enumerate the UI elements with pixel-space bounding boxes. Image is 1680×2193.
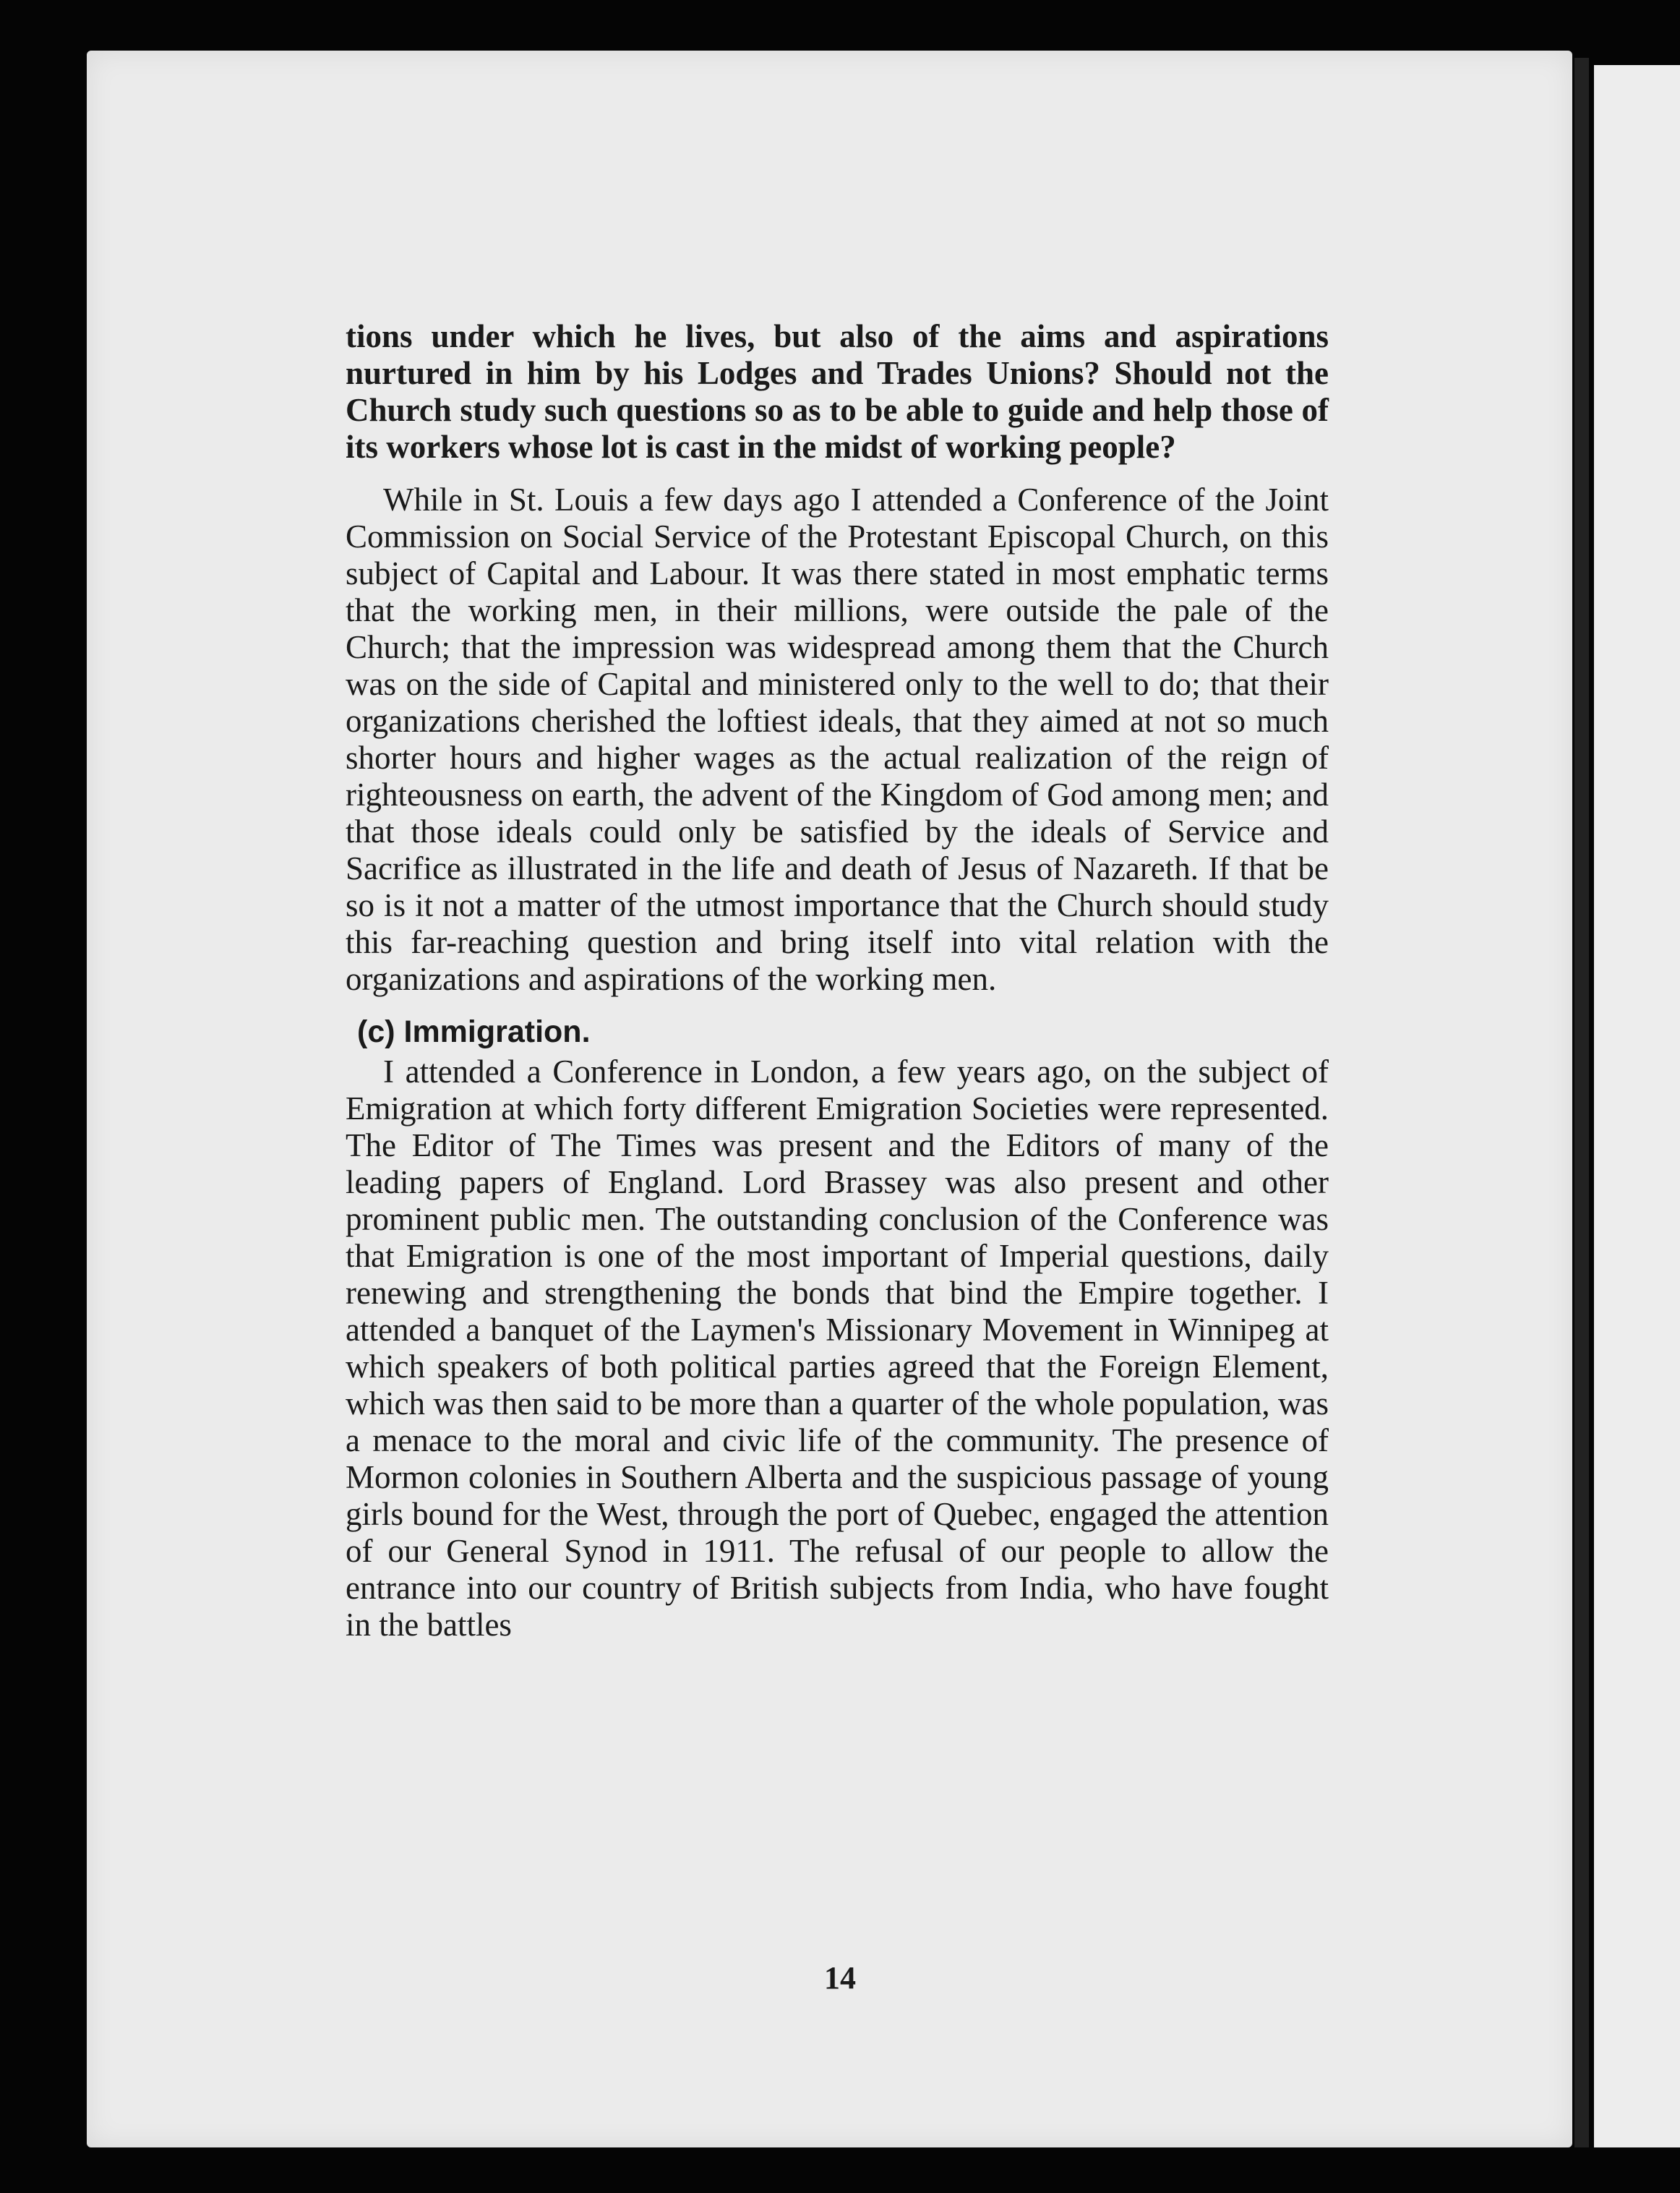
paragraph-capital-labour: While in St. Louis a few days ago I attended a Conference of the Joint Commission on Social Service of the Protestant Episcopal Church, on this subject of Capital and Labour. It was there stated in most emphatic terms that the working men, in their millions, were outside the pale of the Church; that the impression was widespread among them that the Church was on the side of Capital and ministered only to the well to do; that their organizations cherished the loftiest ideals, that they aimed at not so much shorter hours and higher wages as the actual realization of the reign of righteousness on earth, the advent of the Kingdom of God among men; and that those ideals could only be satisfied by the ideals of Service and Sacrifice as illustrated in the life and death of Jesus of Nazareth. If that be so is it not a matter of the utmost importance that the Church should study this far-reaching question and bring itself into vital relation with the organizations and aspirations of the working men. [346, 482, 1329, 997]
adjacent-page-edge [1594, 65, 1680, 2147]
paragraph-immigration: I attended a Conference in London, a few years ago, on the subject of Emigration at which forty different Emigration Societies were represented. The Editor of The Times was present and the Editors of many of the leading papers of England. Lord Brassey was also present and other prominent public men. The outstanding conclusion of the Conference was that Emigration is one of the most important of Imperial questions, daily renewing and strengthening the bonds that bind the Empire together. I attended a banquet of the Laymen's Missionary Movement in Winnipeg at which speakers of both political parties agreed that the Foreign Element, which was then said to be more than a quarter of the whole population, was a menace to the moral and civic life of the community. The presence of Mormon colonies in Southern Alberta and the suspicious passage of young girls bound for the West, through the port of Quebec, engaged the attention of our General Synod in 1911. The refusal of our people to allow the entrance into our country of British subjects from India, who have fought in the battles [346, 1053, 1329, 1643]
paragraph-continuation: tions under which he lives, but also of the aims and aspirations nurtured in him by his Lodges and Trades Unions? Should not the Church study such questions so as to be able to guide and help those of its workers whose lot is cast in the midst of working people? [346, 318, 1329, 465]
page-body-text [346, 318, 1329, 1659]
book-spine-shadow [1574, 58, 1589, 2147]
section-heading-immigration: (c) Immigration. [357, 1014, 591, 1049]
page-number: 14 [824, 1960, 856, 1996]
